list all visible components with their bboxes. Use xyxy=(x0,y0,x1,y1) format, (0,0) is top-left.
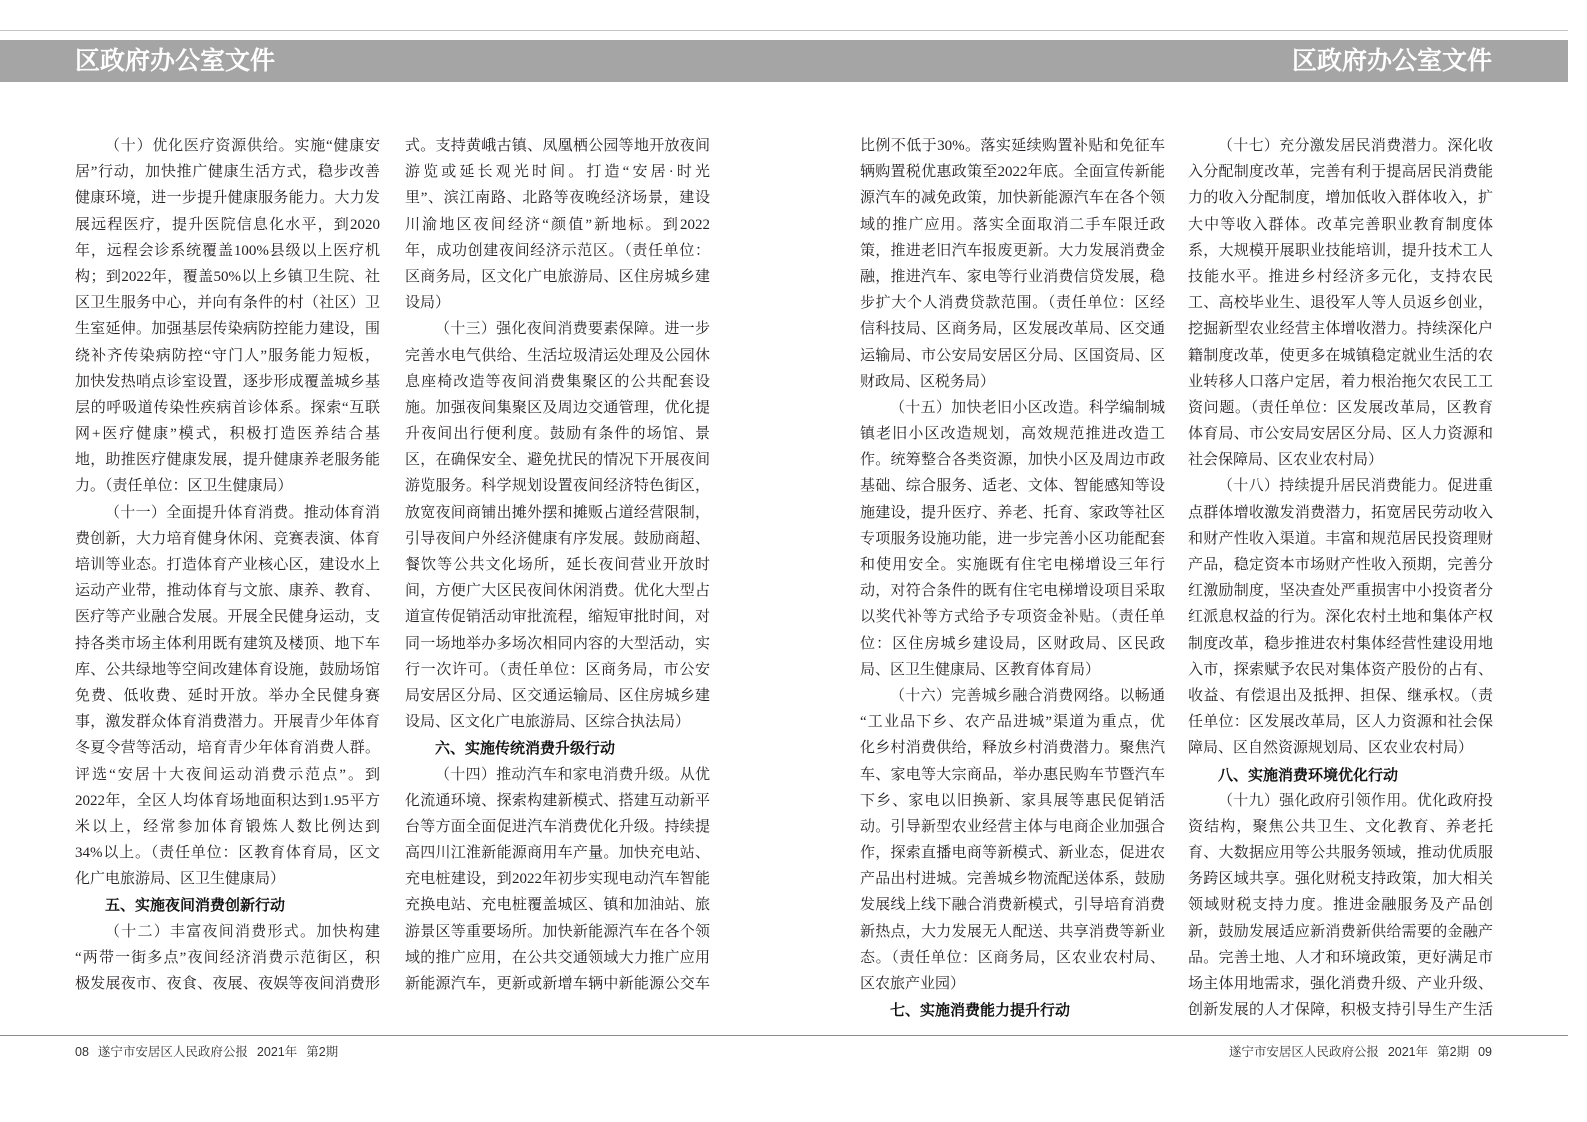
paragraph xyxy=(860,133,1165,395)
text-line: 极发展夜市、夜食、夜展、夜娱等夜间消费形 xyxy=(75,976,380,992)
text-line: 工、高校毕业生、退役军人等人员返乡创业， xyxy=(1188,295,1493,312)
text-line xyxy=(860,683,1165,709)
left-issue-number: 第2期 xyxy=(306,1045,339,1059)
text-line: 加快发热哨点诊室设置，逐步形成覆盖城乡基 xyxy=(75,373,380,390)
right-issue-number: 第2期 xyxy=(1437,1045,1470,1059)
paragraph-lead: （十四）推动汽车和家电消费升级。 xyxy=(435,766,680,783)
left-footer xyxy=(75,1044,347,1060)
text-line: 区卫生服务中心，并向有条件的村（社区）卫 xyxy=(75,295,380,312)
text-line: 区，在确保安全、避免扰民的情况下开展夜间 xyxy=(405,452,710,469)
line-text: 优化政府投 xyxy=(1416,792,1493,809)
line-text: 从优 xyxy=(679,766,710,783)
text-line: 完善水电气供给、生活垃圾清运处理及公园休 xyxy=(405,347,710,364)
text-line: 资问题。（责任单位：区发展改革局，区教育 xyxy=(1188,399,1493,416)
text-line: 新能源汽车，更新或新增车辆中新能源公交车 xyxy=(405,976,710,992)
text-line: 育、大数据应用等公共服务领域，推动优质服 xyxy=(1188,845,1493,862)
text-line: 动。引导新型农业经营主体与电商企业加强合 xyxy=(860,818,1165,835)
line-text: 以畅通 xyxy=(1119,687,1165,704)
text-line: 源汽车的减免政策，加快新能源汽车在各个领 xyxy=(860,190,1165,207)
left-page-title: 区政府办公室文件 xyxy=(75,46,276,75)
text-line: 持各类市场主体利用既有建筑及楼顶、地下车 xyxy=(75,635,380,652)
paragraph xyxy=(405,316,710,735)
text-line: 居”行动，加快推广健康生活方式，稳步改善 xyxy=(75,164,380,181)
text-line: 位：区住房城乡建设局，区财政局、区民政 xyxy=(860,635,1165,652)
text-line: 障局、区自然资源规划局、区农业农村局） xyxy=(1188,740,1474,757)
text-line: 年，成功创建夜间经济示范区。（责任单位： xyxy=(405,242,710,259)
text-line: 高四川江淮新能源商用车产量。加快充电站、 xyxy=(405,845,710,862)
paragraph xyxy=(75,919,380,998)
section-heading: 六、实施传统消费升级行动 xyxy=(435,739,616,758)
text-line: 技能水平。推进乡村经济多元化，支持农民 xyxy=(1188,268,1493,285)
text-line xyxy=(75,133,380,159)
line-text: 促进重 xyxy=(1447,478,1493,495)
text-line: 设局、区文化广电旅游局、区综合执法局） xyxy=(405,714,691,731)
text-line: 间，方便广大区民夜间休闲消费。优化大型占 xyxy=(405,583,710,600)
text-line: 事，激发群众体育消费潜力。开展青少年体育 xyxy=(75,714,380,731)
line-text: 实施“健康安 xyxy=(294,138,380,154)
paragraph-lead: （十七）充分激发居民消费潜力。 xyxy=(1218,138,1448,154)
text-line: 作。统筹整合各类资源，加快小区及周边市政 xyxy=(860,452,1165,469)
text-line: 冬夏令营等活动，培育青少年体育消费人群。 xyxy=(75,740,380,757)
text-line: 务跨区域共享。强化财税支持政策，加大相关 xyxy=(1188,871,1493,888)
left-page-number: 08 xyxy=(75,1045,89,1059)
text-line: 领域财税支持力度。推进金融服务及产品创 xyxy=(1188,897,1493,914)
text-line: 免费、低收费、延时开放。举办全民健身赛 xyxy=(75,687,380,704)
paragraph xyxy=(860,395,1165,683)
paragraph xyxy=(1188,133,1493,473)
text-line: 局安居区分局、区交通运输局、区住房城乡建 xyxy=(405,687,710,704)
text-line: 动，对符合条件的既有住宅电梯增设项目采取 xyxy=(860,583,1165,600)
text-line: 作，探索直播电商等新模式、新业态，促进农 xyxy=(860,845,1165,862)
text-line: 区商务局，区文化广电旅游局、区住房城乡建 xyxy=(405,268,710,285)
text-line: 发展线上线下融合消费新模式，引导培育消费 xyxy=(860,897,1165,914)
text-line: 下乡、家电以旧换新、家具展等惠民促销活 xyxy=(860,792,1165,809)
paragraph-lead: （十九）强化政府引领作用。 xyxy=(1218,792,1417,809)
paragraph-lead: （十）优化医疗资源供给。 xyxy=(105,138,295,154)
text-line: 入市，探索赋予农民对集体资产股份的占有、 xyxy=(1188,661,1493,678)
text-line: 游览或延长观光时间。打造“安居·时光 xyxy=(405,164,710,181)
text-line: 大中等收入群体。改革完善职业教育制度体 xyxy=(1188,216,1493,233)
right-page-title: 区政府办公室文件 xyxy=(1291,46,1492,75)
text-line: 餐饮等公共文化场所，延长夜间营业开放时 xyxy=(405,557,710,573)
text-line: 库、公共绿地等空间改建体育设施，鼓励场馆 xyxy=(75,661,380,678)
text-line: “两带一街多点”夜间经济消费示范街区，积 xyxy=(75,949,380,966)
text-line: 化广电旅游局、区卫生健康局） xyxy=(75,871,286,888)
text-line: 资结构，聚焦公共卫生、文化教育、养老托 xyxy=(1188,818,1493,835)
text-line: 挖掘新型农业经营主体增收潜力。持续深化户 xyxy=(1188,321,1493,338)
text-line: 游览服务。科学规划设置夜间经济特色街区， xyxy=(405,478,710,495)
text-line: 域的推广应用。落实全面取消二手车限迁政 xyxy=(860,216,1165,233)
text-line: 制度改革，稳步推进农村集体经营性建设用地 xyxy=(1188,635,1493,652)
text-line: 和财产性收入渠道。丰富和规范居民投资理财 xyxy=(1188,530,1493,547)
text-line: 场主体用地需求，强化消费升级、产业升级、 xyxy=(1188,976,1493,992)
text-line: 2022年，全区人均体育场地面积达到1.95平方 xyxy=(75,792,380,809)
text-line: 产品，稳定资本市场财产性收入预期，完善分 xyxy=(1188,557,1493,573)
text-column-2 xyxy=(405,133,710,997)
paragraph xyxy=(1188,788,1493,1024)
text-line: 地，助推医疗健康发展，提升健康养老服务能 xyxy=(75,452,380,469)
text-line: 红激励制度，坚决查处严重损害中小投资者分 xyxy=(1188,583,1493,600)
header-band xyxy=(0,40,1568,82)
text-line: 籍制度改革，使更多在城镇稳定就业生活的农 xyxy=(1188,347,1493,364)
text-line: 培训等业态。打造体育产业核心区，建设水上 xyxy=(75,557,380,573)
text-line: 化乡村消费供给，释放乡村消费潜力。聚焦汽 xyxy=(860,740,1165,757)
left-publication-year: 2021年 xyxy=(256,1045,298,1059)
paragraph-lead: （十六）完善城乡融合消费网络。 xyxy=(890,687,1120,704)
text-line: 绕补齐传染病防控“守门人”服务能力短板， xyxy=(75,347,380,364)
text-line: 力。（责任单位：区卫生健康局） xyxy=(75,478,293,495)
right-footer xyxy=(1220,1044,1492,1060)
text-line: 新热点，大力发展无人配送、共享消费等新业 xyxy=(860,923,1165,940)
text-line: 区农旅产业园） xyxy=(860,976,966,992)
text-line: 评选“安居十大夜间运动消费示范点”。到 xyxy=(75,766,380,783)
text-line: 生室延伸。加强基层传染病防控能力建设，围 xyxy=(75,321,380,338)
line-text: 推动体育消 xyxy=(303,504,380,521)
text-line: 米以上，经常参加体育锻炼人数比例达到 xyxy=(75,818,380,835)
paragraph-lead: （十二）丰富夜间消费形式。 xyxy=(105,923,317,940)
text-line: 施。加强夜间集聚区及周边交通管理，优化提 xyxy=(405,399,710,416)
text-line: 费创新，大力培育健身休闲、竞赛表演、体育 xyxy=(75,530,380,547)
text-line: 比例不低于30%。落实延续购置补贴和免征车 xyxy=(860,138,1165,154)
text-line: 里”、滨江南路、北路等夜晚经济场景，建设 xyxy=(405,190,710,207)
text-line: 体育局、市公安局安居区分局、区人力资源和 xyxy=(1188,426,1493,443)
text-line xyxy=(1188,473,1493,499)
text-line: 网+医疗健康”模式，积极打造医养结合基 xyxy=(75,426,380,443)
text-line: 入分配制度改革，完善有利于提高居民消费能 xyxy=(1188,164,1493,181)
text-line: 局、区卫生健康局、区教育体育局） xyxy=(860,661,1101,678)
text-line xyxy=(405,762,710,788)
text-line: 引导夜间户外经济健康有序发展。鼓励商超、 xyxy=(405,530,710,547)
text-line: 基础、综合服务、适老、文体、智能感知等设 xyxy=(860,478,1165,495)
text-line: 充电桩建设，到2022年初步实现电动汽车智能 xyxy=(405,871,710,888)
text-line xyxy=(75,919,380,945)
right-page-number: 09 xyxy=(1478,1045,1492,1059)
paragraph xyxy=(860,683,1165,997)
text-line: 化流通环境、探索构建新模式、搭建互动新平 xyxy=(405,792,710,809)
text-line: 以奖代补等方式给予专项资金补贴。（责任单 xyxy=(860,609,1165,626)
text-line: 道宣传促销活动审批流程，缩短审批时间，对 xyxy=(405,609,710,626)
text-line: 构；到2022年，覆盖50%以上乡镇卫生院、社 xyxy=(75,268,380,285)
text-line xyxy=(75,500,380,526)
text-line: 信科技局、区商务局，区发展改革局、区交通 xyxy=(860,321,1165,338)
footer-rule xyxy=(0,1035,1568,1036)
paragraph xyxy=(405,762,710,998)
text-line: 新，鼓励发展适应新消费新供给需要的金融产 xyxy=(1188,923,1493,940)
right-publication-name: 遂宁市安居区人民政府公报 xyxy=(1228,1045,1379,1059)
text-line: 社会保障局、区农业农村局） xyxy=(1188,452,1384,469)
text-line: 同一场地举办多场次相同内容的大型活动，实 xyxy=(405,635,710,652)
line-text: 科学编制城 xyxy=(1088,399,1165,416)
paragraph xyxy=(405,133,710,316)
text-line xyxy=(1188,133,1493,159)
text-line: 点群体增收激发消费潜力，拓宽居民劳动收入 xyxy=(1188,504,1493,521)
text-line: 34%以上。（责任单位：区教育体育局，区文 xyxy=(75,845,380,862)
section-heading: 七、实施消费能力提升行动 xyxy=(890,1001,1071,1020)
text-line: 健康环境，进一步提升健康服务能力。大力发 xyxy=(75,190,380,207)
text-line: 收益、有偿退出及抵押、担保、继承权。（责 xyxy=(1188,687,1493,704)
paragraph-lead: （十一）全面提升体育消费。 xyxy=(105,504,304,521)
left-publication-name: 遂宁市安居区人民政府公报 xyxy=(97,1045,248,1059)
text-line: 任单位：区发展改革局，区人力资源和社会保 xyxy=(1188,714,1493,731)
text-line: 融，推进汽车、家电等行业消费信贷发展，稳 xyxy=(860,268,1165,285)
text-line: 充换电站、充电桩覆盖城区、镇和加油站、旅 xyxy=(405,897,710,914)
text-line: 辆购置税优惠政策至2022年底。全面宣传新能 xyxy=(860,164,1165,181)
top-rule xyxy=(0,30,1568,31)
section-heading: 五、实施夜间消费创新行动 xyxy=(105,896,286,915)
text-line: 放宽夜间商铺出摊外摆和摊贩占道经营限制， xyxy=(405,504,710,521)
text-line: 系，大规模开展职业技能培训，提升技术工人 xyxy=(1188,242,1493,259)
text-line: 步扩大个人消费贷款范围。（责任单位：区经 xyxy=(860,295,1165,312)
text-line: 层的呼吸道传染性疾病首诊体系。探索“互联 xyxy=(75,399,380,416)
text-line: 式。支持黄峨古镇、凤凰栖公园等地开放夜间 xyxy=(405,138,710,154)
section-heading: 八、实施消费环境优化行动 xyxy=(1218,765,1399,784)
text-line: 行一次许可。（责任单位：区商务局，市公安 xyxy=(405,661,710,678)
text-line xyxy=(1188,788,1493,814)
text-line: 车、家电等大宗商品，举办惠民购车节暨汽车 xyxy=(860,766,1165,783)
right-publication-year: 2021年 xyxy=(1387,1045,1429,1059)
text-column-3 xyxy=(860,133,1165,1023)
paragraph-lead: （十五）加快老旧小区改造。 xyxy=(890,399,1089,416)
paragraph xyxy=(75,133,380,500)
text-line: 红派息权益的行为。深化农村土地和集体产权 xyxy=(1188,609,1493,626)
text-line: 财政局、区税务局） xyxy=(860,373,996,390)
paragraph xyxy=(75,500,380,893)
text-line: 运输局、市公安局安居区分局、区国资局、区 xyxy=(860,347,1165,364)
text-line: 业转移人口落户定居，着力根治拖欠农民工工 xyxy=(1188,373,1493,390)
text-column-1 xyxy=(75,133,380,997)
text-line xyxy=(405,316,710,342)
text-line: 力的收入分配制度，增加低收入群体收入，扩 xyxy=(1188,190,1493,207)
text-line: 年，远程会诊系统覆盖100%县级以上医疗机 xyxy=(75,242,380,259)
text-line: 和使用安全。实施既有住宅电梯增设三年行 xyxy=(860,557,1165,573)
text-line: 产品出村进城。完善城乡物流配送体系，鼓励 xyxy=(860,871,1165,888)
line-text: 加快构建 xyxy=(316,923,380,940)
paragraph-lead: （十八）持续提升居民消费能力。 xyxy=(1218,478,1448,495)
line-text: 进一步 xyxy=(664,321,710,338)
text-line: 镇老旧小区改造规划，高效规范推进改造工 xyxy=(860,426,1165,443)
line-text: 深化收 xyxy=(1447,138,1493,154)
text-line: 游景区等重要场所。加快新能源汽车在各个领 xyxy=(405,923,710,940)
text-line: 设局） xyxy=(405,295,451,312)
text-line: 运动产业带，推动体育与文旅、康养、教育、 xyxy=(75,583,380,600)
paragraph-lead: （十三）强化夜间消费要素保障。 xyxy=(435,321,665,338)
text-line: 升夜间出行便利度。鼓励有条件的场馆、景 xyxy=(405,426,710,443)
text-line: 展远程医疗，提升医院信息化水平，到2020 xyxy=(75,216,380,233)
text-line: 施建设，提升医疗、养老、托育、家政等社区 xyxy=(860,504,1165,521)
text-line: 医疗等产业融合发展。开展全民健身运动，支 xyxy=(75,609,380,626)
text-line: 策，推进老旧汽车报废更新。大力发展消费金 xyxy=(860,242,1165,259)
text-column-4 xyxy=(1188,133,1493,1023)
text-line: “工业品下乡、农产品进城”渠道为重点，优 xyxy=(860,714,1165,731)
text-line: 台等方面全面促进汽车消费优化升级。持续提 xyxy=(405,818,710,835)
paragraph xyxy=(1188,473,1493,761)
text-line xyxy=(860,395,1165,421)
text-line: 息座椅改造等夜间消费集聚区的公共配套设 xyxy=(405,373,710,390)
text-line: 态。（责任单位：区商务局，区农业农村局、 xyxy=(860,949,1165,966)
text-line: 川渝地区夜间经济“颜值”新地标。到2022 xyxy=(405,216,710,233)
text-line: 创新发展的人才保障，积极支持引导生产生活 xyxy=(1188,1002,1493,1019)
text-line: 专项服务设施功能，进一步完善小区功能配套 xyxy=(860,530,1165,547)
text-line: 品。完善土地、人才和环境政策，更好满足市 xyxy=(1188,949,1493,966)
text-line: 域的推广应用，在公共交通领域大力推广应用 xyxy=(405,949,710,966)
